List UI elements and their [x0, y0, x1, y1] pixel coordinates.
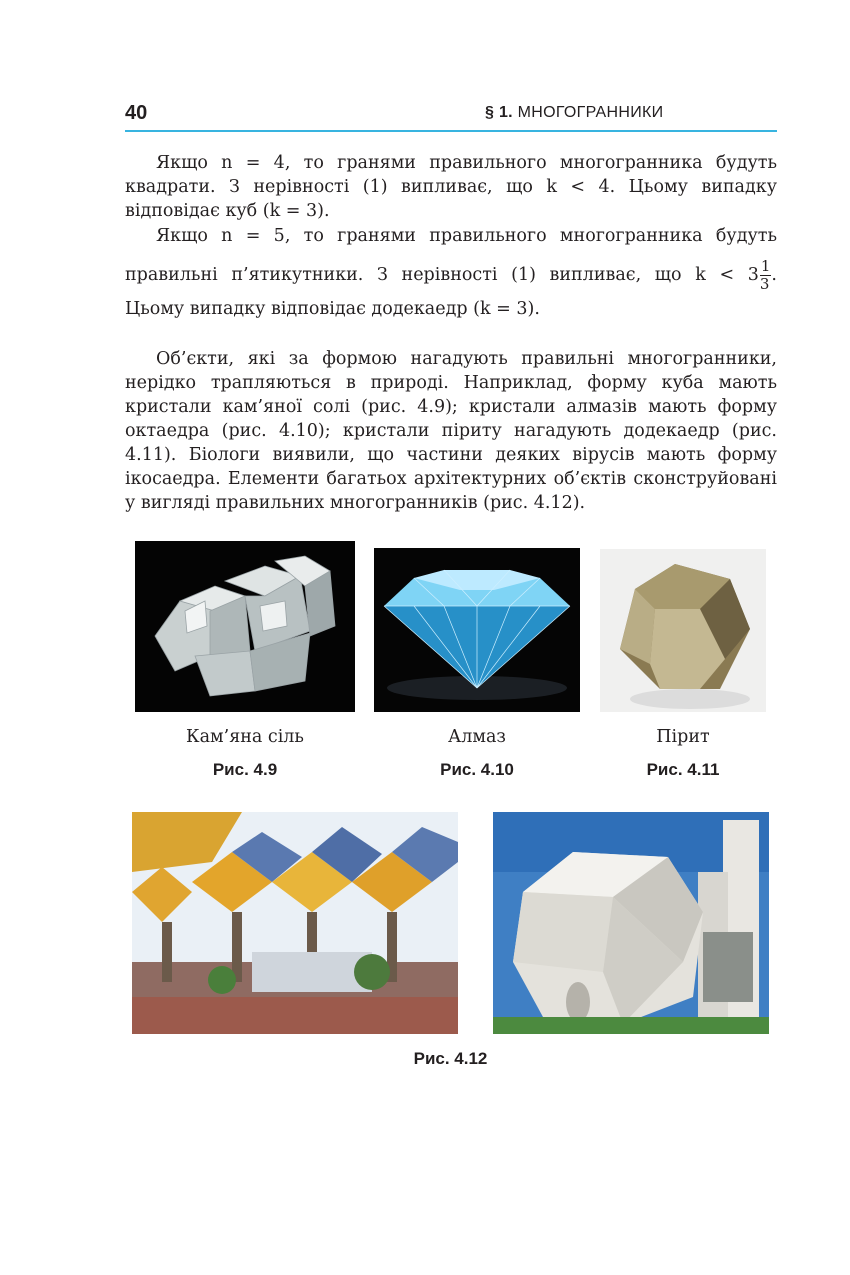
paragraph-dodecahedron-line2	[125, 258, 777, 293]
caption-rock-salt: Кам’яна сіль	[186, 727, 304, 747]
paragraph-nature-text: Об’єкти, які за формою нагадують правильні многогранники, нерідко трапляються в природі. Наприклад, форму куба мають кристали кам’яної солі (рис. 4.9); кристали алмазів мають форму октаедра (рис. 4.10); кристали піриту нагадують додекаедр (рис. 4.11). Біологи виявили, що частини деяких вірусів мають форму ікосаедра. Елементи багатьох архітектурних об’єктів сконструйовані у вигляді правильних многогранників (рис. 4.12).	[125, 349, 777, 513]
paragraph-dodecahedron	[125, 224, 777, 293]
caption-pyrite: Пірит	[656, 727, 710, 747]
figure-number-4-10: Рис. 4.10	[440, 760, 514, 779]
polyhedron-building-illustration	[493, 812, 769, 1034]
caption-diamond: Алмаз	[448, 727, 506, 747]
page-header	[125, 100, 777, 132]
pyrite-illustration	[600, 549, 766, 712]
section-title	[485, 102, 663, 124]
line2-end: .	[771, 265, 777, 285]
paragraph-cube	[125, 151, 777, 223]
diamond-image	[374, 548, 580, 712]
paragraph-dodecahedron-end	[125, 297, 777, 321]
paragraph-dodecahedron-line3: Цьому випадку відповідає додекаедр (k = 3).	[125, 299, 540, 319]
polyhedron-building-image	[493, 812, 769, 1034]
pyrite-image	[600, 549, 766, 712]
fraction-numerator: 1	[760, 257, 771, 275]
fraction-denominator: 3	[759, 275, 770, 293]
line2-text: правильні п’ятикутники. З нерівності (1) випливає, що k < 3	[125, 265, 759, 285]
diamond-illustration	[374, 548, 580, 712]
rock-salt-image	[135, 541, 355, 712]
figure-number-4-9: Рис. 4.9	[212, 760, 278, 779]
figure-number-4-11: Рис. 4.11	[646, 760, 720, 779]
cube-houses-illustration	[132, 812, 458, 1034]
section-name: МНОГОГРАННИКИ	[517, 104, 664, 121]
paragraph-nature	[125, 347, 777, 515]
paragraph-cube-text: Якщо n = 4, то гранями правильного многогранника будуть квадрати. З нерівності (1) випливає, що k < 4. Цьому випадку відповідає куб (k = 3).	[125, 153, 777, 221]
paragraph-dodecahedron-line1: Якщо n = 5, то гранями правильного многогранника будуть	[156, 226, 777, 246]
section-mark: § 1.	[485, 104, 513, 121]
fraction-one-third	[760, 258, 772, 293]
rock-salt-illustration	[135, 541, 355, 712]
page-number: 40	[125, 102, 148, 124]
figure-number-4-12: Рис. 4.12	[413, 1049, 488, 1068]
cube-houses-image	[132, 812, 458, 1034]
